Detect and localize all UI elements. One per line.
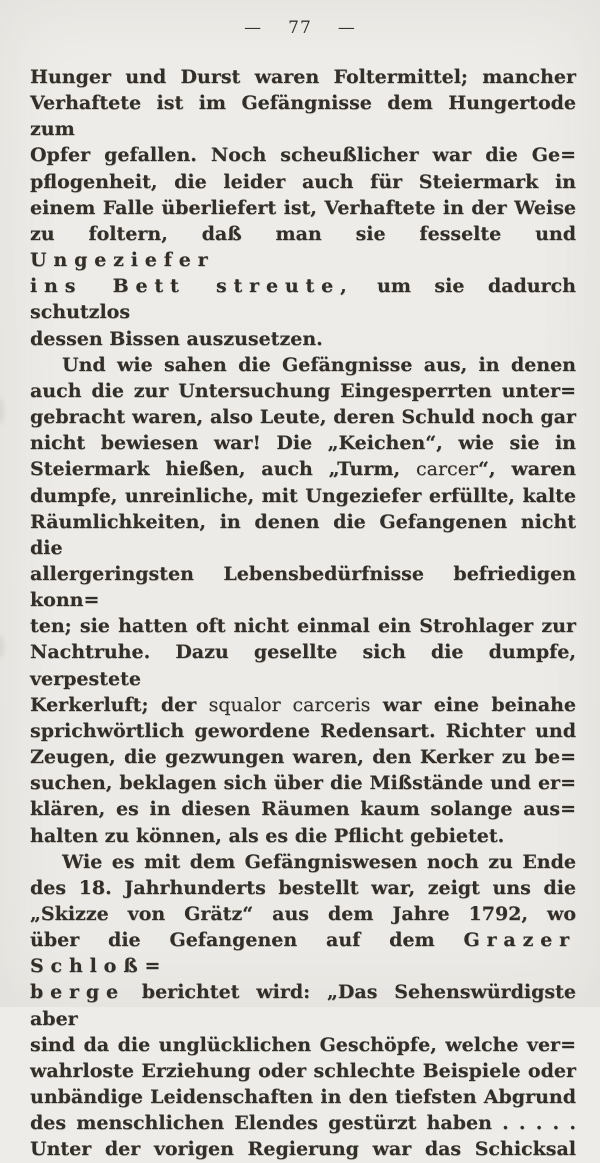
emphasized-spaced-text: Ungeziefer [30, 249, 215, 272]
text-segment: Nachtruhe. Dazu gesellte sich die dumpfe, verpestete [30, 641, 576, 690]
text-segment: „Skizze von Grätz“ aus dem Jahre 1792, wo [30, 903, 576, 925]
text-line [30, 823, 576, 849]
text-line [30, 378, 576, 404]
text-line [30, 142, 576, 168]
text-line [30, 1110, 576, 1136]
text-line [30, 979, 576, 1031]
text-segment: dessen Bissen auszusetzen. [30, 327, 323, 350]
text-segment: Hunger und Durst waren Foltermittel; mancher [30, 66, 576, 88]
text-segment: suchen, beklagen sich über die Mißstände und er= [30, 772, 576, 795]
scan-smudge [0, 636, 4, 658]
text-segment: auch die zur Untersuchung Eingesperrten unter= [30, 379, 576, 402]
text-line [30, 221, 576, 273]
text-line [30, 1136, 576, 1162]
text-segment: halten zu können, als es die Pflicht gebietet. [30, 824, 505, 847]
text-segment: klären, es in diesen Räumen kaum solange aus= [30, 798, 576, 821]
text-line [30, 796, 576, 822]
latin-antiqua-text: squalor carceris [208, 693, 371, 716]
text-segment: Opfer gefallen. Noch scheußlicher war die Ge= [30, 144, 576, 167]
text-line [30, 430, 576, 456]
text-line [30, 483, 576, 509]
text-line [30, 613, 576, 639]
text-line [30, 509, 576, 561]
text-segment: wahrloste Erziehung oder schlechte Beispiele oder [30, 1059, 576, 1082]
header-dash-left: — [244, 18, 263, 38]
text-segment: gebracht waren, also Leute, deren Schuld noch gar [30, 406, 576, 429]
page-number: 77 [288, 18, 312, 38]
header-dash-right: — [337, 18, 356, 38]
text-segment: ten; sie hatten oft nicht einmal ein Strohlager zur [30, 615, 576, 638]
text-segment: des menschlichen Elendes gestürzt haben . . . . . [30, 1112, 576, 1135]
text-segment: pflogenheit, die leider auch für Steiermark in [30, 170, 576, 193]
page-header [0, 18, 600, 38]
text-line [30, 404, 576, 430]
text-line [30, 64, 576, 90]
text-line [30, 169, 576, 195]
text-segment: Unter der vorigen Regierung war das Schicksal [30, 1138, 576, 1161]
latin-antiqua-text: carcer [415, 458, 478, 481]
text-segment: nicht bewiesen war! Die „Keichen“, wie sie in [30, 432, 576, 455]
text-segment: Wie es mit dem Gefängniswesen noch zu Ende [62, 850, 576, 873]
text-line [30, 326, 576, 352]
text-segment: dumpfe, unreinliche, mit Ungeziefer erfüllte, kalte [30, 484, 576, 507]
text-segment: des 18. Jahrhunderts bestellt war, zeigt uns die [30, 876, 576, 899]
text-line [30, 639, 576, 691]
text-segment: allergeringsten Lebensbedürfnisse befriedigen konn= [30, 562, 576, 612]
text-segment: unbändige Leidenschaften in den tiefsten Abgrund [30, 1086, 576, 1109]
text-line [30, 456, 576, 482]
text-segment: Und wie sahen die Gefängnisse aus, in denen [62, 353, 576, 376]
text-line [30, 692, 576, 718]
text-segment: sind da die unglücklichen Geschöpfe, welche ver= [30, 1033, 576, 1056]
text-line [30, 770, 576, 796]
text-line [30, 1032, 576, 1058]
text-line [30, 927, 576, 979]
emphasized-spaced-text: berge [30, 981, 125, 1004]
scan-smudge [0, 398, 4, 424]
text-line [30, 90, 576, 142]
text-segment: berichtet wird: „Das Sehenswürdigste aber [30, 981, 576, 1030]
text-segment: Räumlichkeiten, in denen die Gefangenen nicht die [30, 510, 576, 559]
text-segment: Verhaftete ist im Gefängnisse dem Hungertode zum [30, 92, 576, 141]
emphasized-spaced-text: Grazer Schloß= [30, 929, 576, 978]
text-segment: einem Falle überliefert ist, Verhaftete in der Weise [30, 196, 576, 219]
body-text [30, 64, 576, 1163]
text-line [30, 901, 576, 927]
text-segment: Zeugen, die gezwungen waren, den Kerker zu be= [30, 746, 576, 769]
text-line [30, 744, 576, 770]
text-line [30, 718, 576, 744]
emphasized-spaced-text: ins Bett streute, [30, 275, 354, 298]
text-segment: über die Gefangenen auf dem [30, 929, 464, 952]
text-line [30, 273, 576, 325]
text-line [30, 1084, 576, 1110]
text-segment: “, waren [478, 458, 576, 481]
text-segment: Steiermark hießen, auch „Turm, [30, 458, 416, 481]
text-line [30, 1058, 576, 1084]
text-line [30, 561, 576, 613]
text-segment: sprichwörtlich gewordene Redensart. Richter und [30, 719, 576, 742]
text-line [30, 875, 576, 901]
text-line [30, 352, 576, 378]
text-line [30, 849, 576, 875]
text-segment: zu foltern, daß man sie fesselte und [30, 222, 576, 245]
text-segment: war eine beinahe [370, 693, 576, 716]
text-segment: Kerkerluft; der [30, 693, 209, 716]
text-segment: um sie dadurch schutzlos [30, 275, 576, 324]
text-line [30, 195, 576, 221]
